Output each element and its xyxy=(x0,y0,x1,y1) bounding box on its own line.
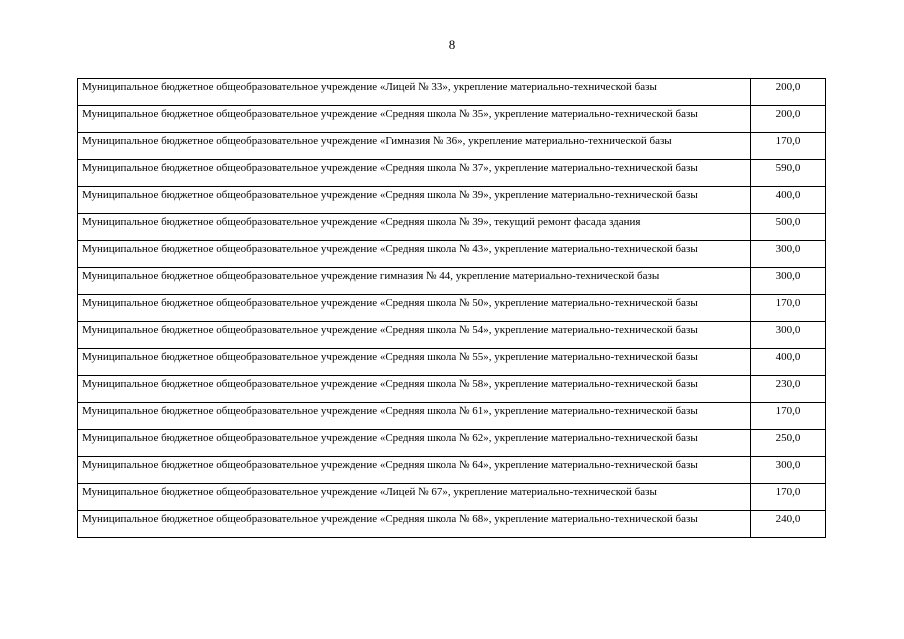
row-description: Муниципальное бюджетное общеобразовательное учреждение «Средняя школа № 43», укрепление материально-технической базы xyxy=(78,241,751,268)
row-description: Муниципальное бюджетное общеобразовательное учреждение «Средняя школа № 39», текущий ремонт фасада здания xyxy=(78,214,751,241)
table-row xyxy=(78,349,826,376)
row-description: Муниципальное бюджетное общеобразовательное учреждение «Средняя школа № 61», укрепление материально-технической базы xyxy=(78,403,751,430)
row-amount: 400,0 xyxy=(751,187,826,214)
funding-table xyxy=(77,78,826,538)
row-amount: 300,0 xyxy=(751,268,826,295)
row-description: Муниципальное бюджетное общеобразовательное учреждение «Средняя школа № 50», укрепление материально-технической базы xyxy=(78,295,751,322)
row-amount: 200,0 xyxy=(751,106,826,133)
table-row xyxy=(78,295,826,322)
table-row xyxy=(78,214,826,241)
table-row xyxy=(78,403,826,430)
row-amount: 170,0 xyxy=(751,295,826,322)
table-row xyxy=(78,511,826,538)
row-amount: 300,0 xyxy=(751,322,826,349)
row-amount: 170,0 xyxy=(751,403,826,430)
row-amount: 240,0 xyxy=(751,511,826,538)
row-amount: 300,0 xyxy=(751,241,826,268)
row-amount: 250,0 xyxy=(751,430,826,457)
table-row xyxy=(78,241,826,268)
table-row xyxy=(78,484,826,511)
row-description: Муниципальное бюджетное общеобразовательное учреждение гимназия № 44, укрепление материально-технической базы xyxy=(78,268,751,295)
row-description: Муниципальное бюджетное общеобразовательное учреждение «Средняя школа № 54», укрепление материально-технической базы xyxy=(78,322,751,349)
row-description: Муниципальное бюджетное общеобразовательное учреждение «Средняя школа № 64», укрепление материально-технической базы xyxy=(78,457,751,484)
row-description: Муниципальное бюджетное общеобразовательное учреждение «Средняя школа № 39», укрепление материально-технической базы xyxy=(78,187,751,214)
page-number: 8 xyxy=(448,37,456,52)
table-row xyxy=(78,133,826,160)
table-row xyxy=(78,376,826,403)
row-amount: 170,0 xyxy=(751,133,826,160)
row-amount: 500,0 xyxy=(751,214,826,241)
row-description: Муниципальное бюджетное общеобразовательное учреждение «Средняя школа № 37», укрепление материально-технической базы xyxy=(78,160,751,187)
table-row xyxy=(78,160,826,187)
row-description: Муниципальное бюджетное общеобразовательное учреждение «Лицей № 67», укрепление материально-технической базы xyxy=(78,484,751,511)
row-amount: 200,0 xyxy=(751,79,826,106)
row-amount: 170,0 xyxy=(751,484,826,511)
table-row xyxy=(78,187,826,214)
row-amount: 400,0 xyxy=(751,349,826,376)
row-description: Муниципальное бюджетное общеобразовательное учреждение «Средняя школа № 68», укрепление материально-технической базы xyxy=(78,511,751,538)
row-description: Муниципальное бюджетное общеобразовательное учреждение «Средняя школа № 62», укрепление материально-технической базы xyxy=(78,430,751,457)
row-description: Муниципальное бюджетное общеобразовательное учреждение «Средняя школа № 58», укрепление материально-технической базы xyxy=(78,376,751,403)
row-amount: 590,0 xyxy=(751,160,826,187)
row-description: Муниципальное бюджетное общеобразовательное учреждение «Средняя школа № 35», укрепление материально-технической базы xyxy=(78,106,751,133)
table-row xyxy=(78,322,826,349)
table-row xyxy=(78,79,826,106)
table-row xyxy=(78,106,826,133)
row-amount: 230,0 xyxy=(751,376,826,403)
table-row xyxy=(78,457,826,484)
table-row xyxy=(78,268,826,295)
row-description: Муниципальное бюджетное общеобразовательное учреждение «Лицей № 33», укрепление материально-технической базы xyxy=(78,79,751,106)
row-amount: 300,0 xyxy=(751,457,826,484)
row-description: Муниципальное бюджетное общеобразовательное учреждение «Гимназия № 36», укрепление материально-технической базы xyxy=(78,133,751,160)
row-description: Муниципальное бюджетное общеобразовательное учреждение «Средняя школа № 55», укрепление материально-технической базы xyxy=(78,349,751,376)
table-row xyxy=(78,430,826,457)
